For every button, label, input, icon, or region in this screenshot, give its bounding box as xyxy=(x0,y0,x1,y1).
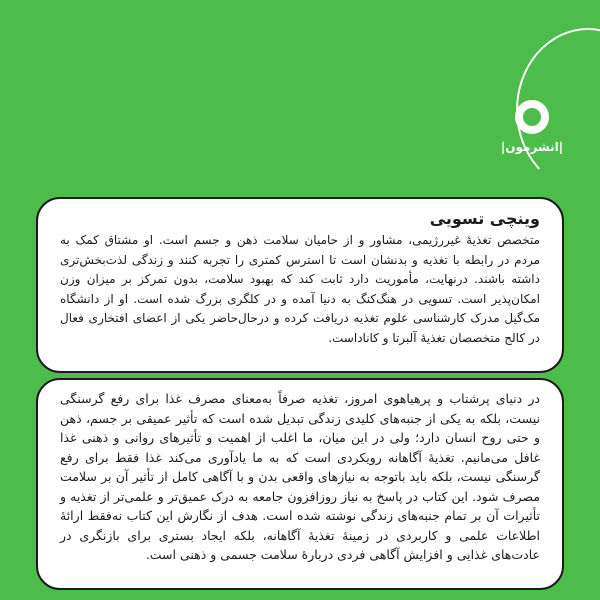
author-name: وینچی تسویی xyxy=(429,209,540,228)
ring-logo-icon xyxy=(515,100,549,134)
book-description-card xyxy=(36,378,564,590)
author-bio-text: متخصص تغذیهٔ غیررژیمی، مشاور و از حامیان سلامت ذهن و جسم است. او مشتاق کمک به مردم در رابطه با تغذیه و بدنشان است تا استرس کمتری را تجربه کنند و زندگی لذت‌بخش‌تری داشته باشند. درنهایت، مأموریت دارد ثابت کند که بهبود سلامت، بدون تمرکز بر میزان وزن امکان‌پذیر است. تسویی در هنگ‌کنگ به دنیا آمده و در کلگری بزرگ شده است. او از دانشگاه مک‌گیل مدرک کارشناسی علوم تغذیه دریافت کرده و درحال‌حاضر یکی از اعضای افتخاری فعال در کالج متخصصان تغذیهٔ آلبرتا و کاناداست. xyxy=(60,233,540,345)
publisher-name: |انشرمون| xyxy=(500,140,564,154)
book-description-text: در دنیای پرشتاب و پرهیاهوی امروز، تغذیه صرفاً به‌معنای مصرف غذا برای رفع گرسنگی نیست، بلکه به یکی از جنبه‌های کلیدی زندگی تبدیل شده است که تأثیر عمیقی بر جسم، ذهن و حتی روح انسان دارد؛ ولی در این میان، ما اغلب از اهمیت و تأثیرهای روانی و ذهنی غذا غافل می‌مانیم. تغذیهٔ آگاهانه رویکردی است که به ما یادآوری می‌کند غذا فقط برای رفع گرسنگی نیست، بلکه باید باتوجه به نیازهای واقعی بدن و با آگاهی کامل از تأثیر آن بر سلامت مصرف شود. این کتاب در پاسخ به نیاز روزافزون جامعه به درک عمیق‌تر و علمی‌تر از تغذیه و تأثیرات آن بر تمام جنبه‌های زندگی نوشته شده است. هدف از نگارش این کتاب نه‌فقط ارائهٔ اطلاعات علمی و کاربردی در زمینهٔ تغذیهٔ آگاهانه، بلکه ایجاد بستری برای بازنگری در عادت‌های غذایی و افزایش آگاهی فردی دربارهٔ سلامت جسمی و ذهنی است. xyxy=(60,391,540,562)
author-bio-card xyxy=(36,197,564,373)
publisher-logo xyxy=(492,100,572,154)
